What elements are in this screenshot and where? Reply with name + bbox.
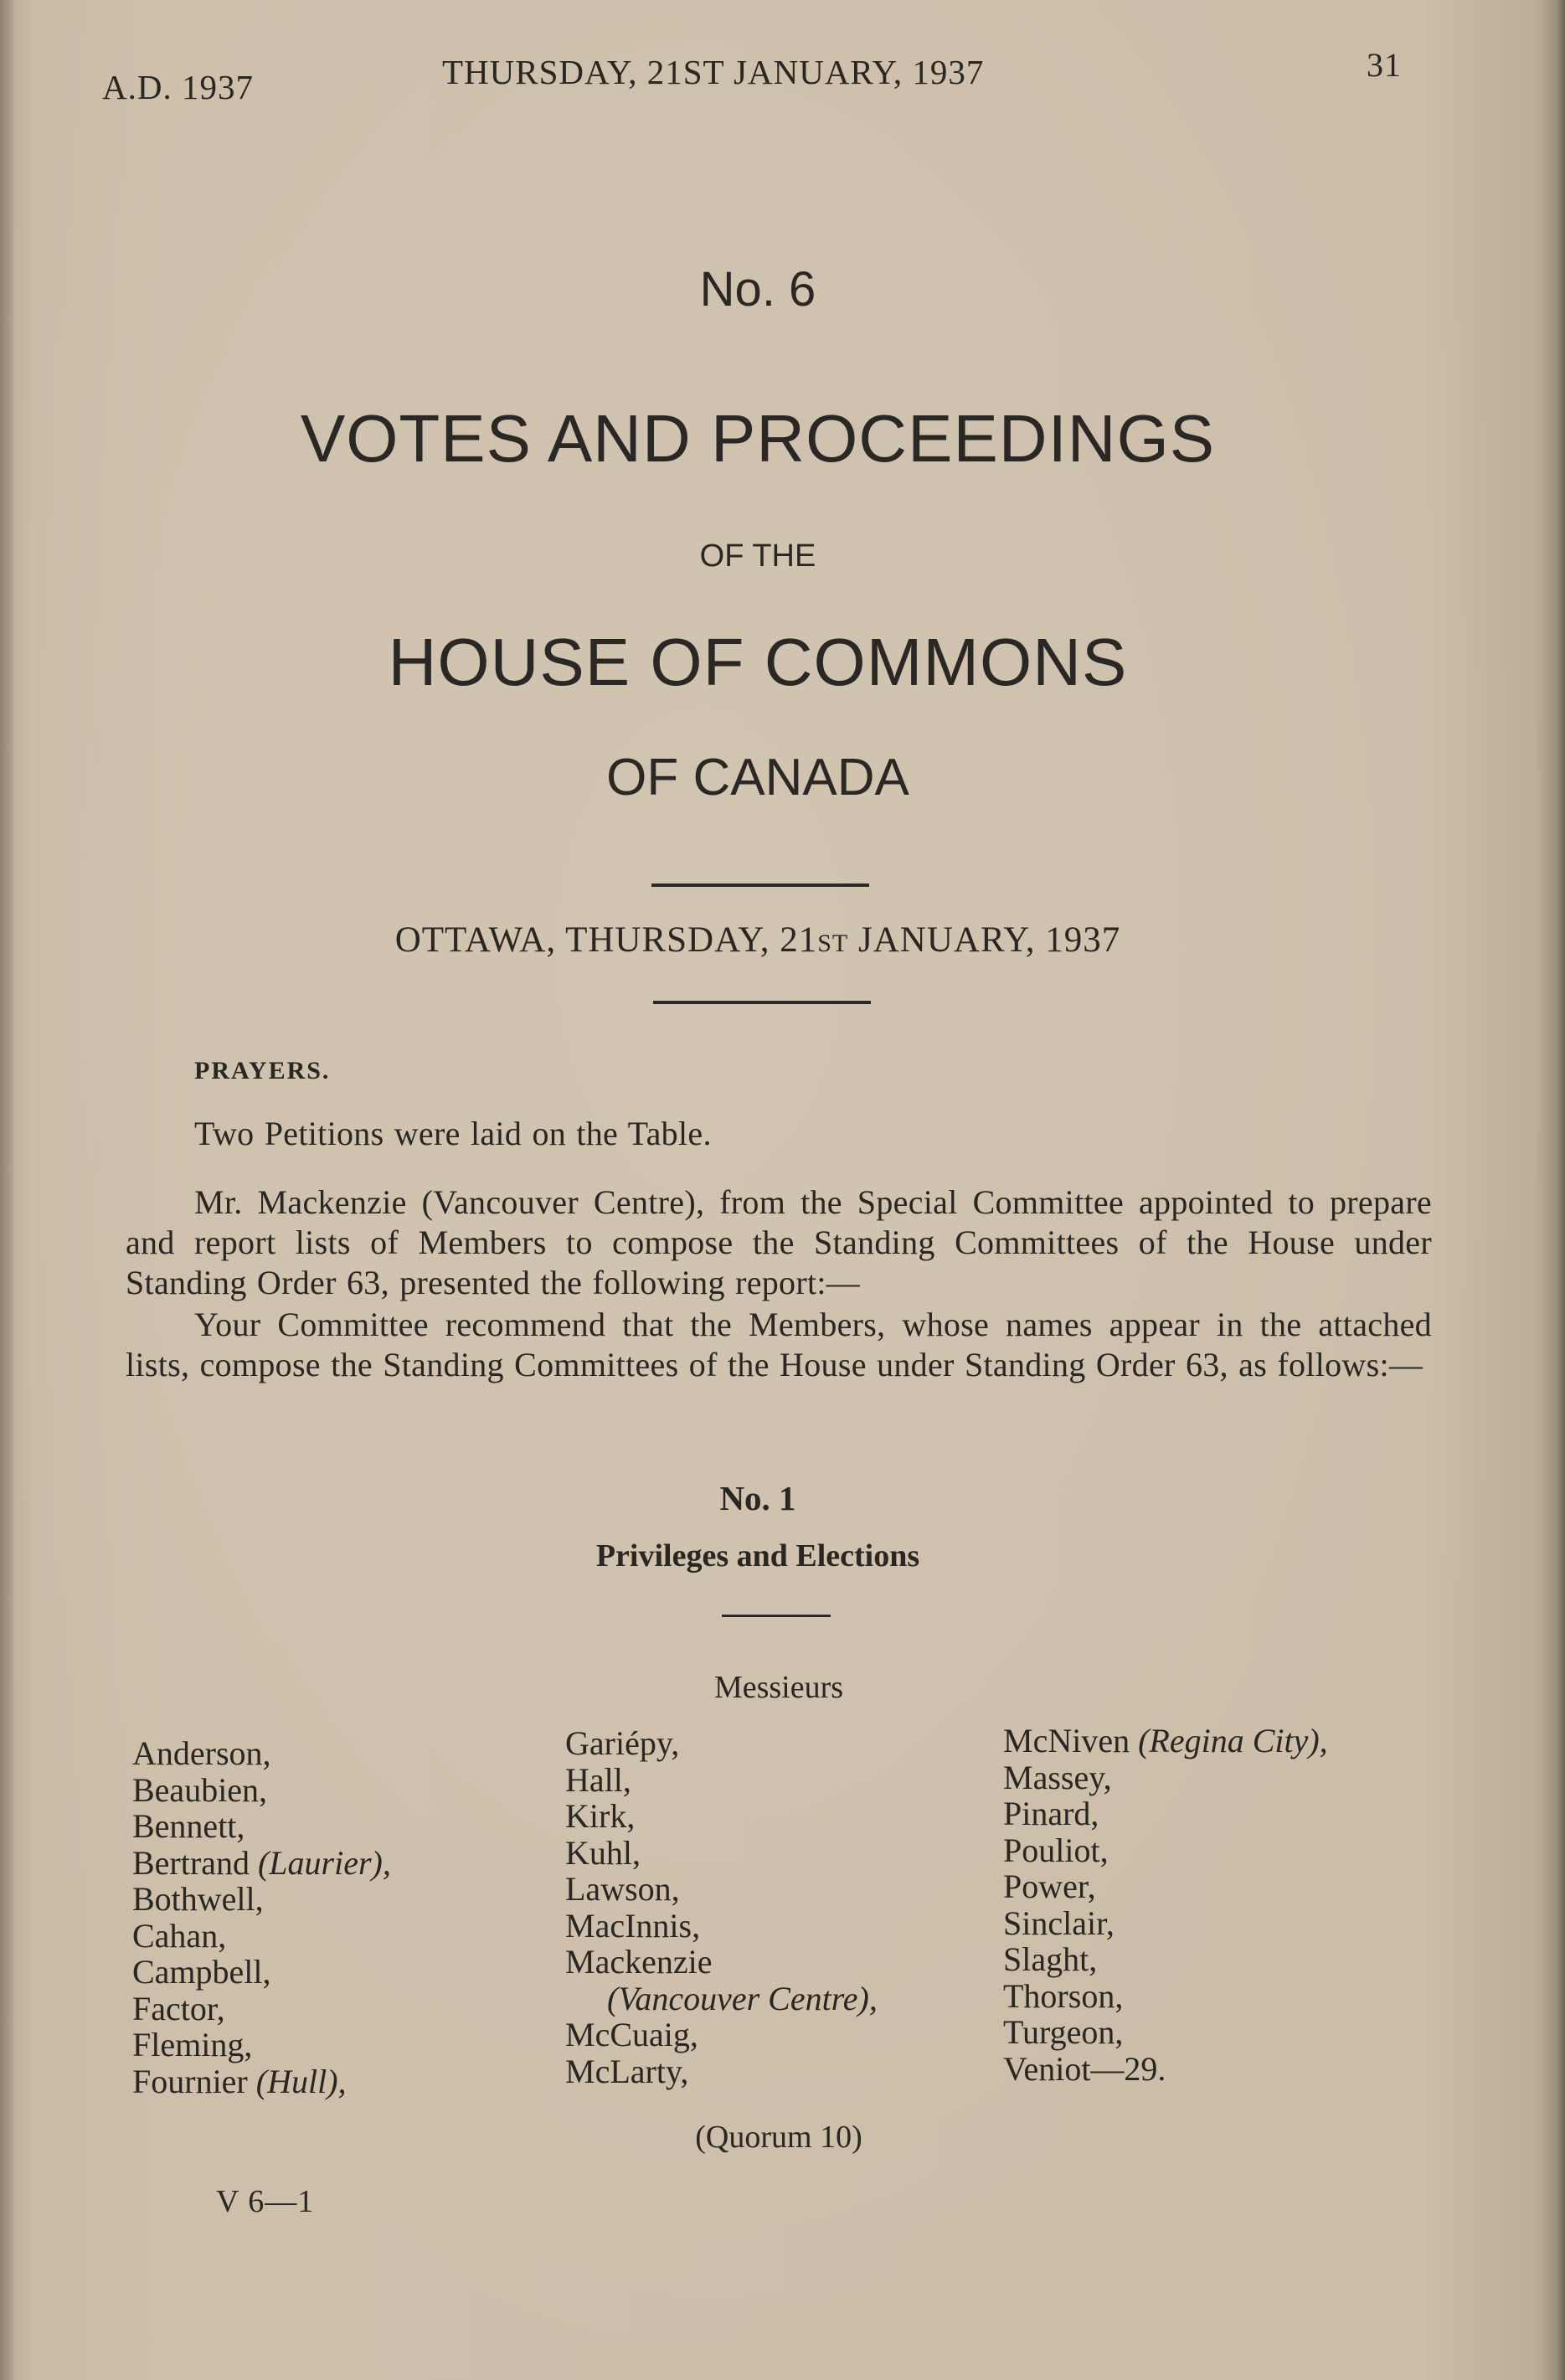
- title-votes-and-proceedings: VOTES AND PROCEEDINGS: [300, 401, 1216, 476]
- member-entry: Bennett,: [132, 1807, 245, 1845]
- member-entry: MacInnis,: [565, 1906, 701, 1945]
- member-entry: Gariépy,: [565, 1724, 680, 1762]
- member-entry: Kuhl,: [565, 1833, 641, 1872]
- paragraph-petitions: Two Petitions were laid on the Table.: [194, 1115, 712, 1152]
- member-column-2: [565, 1725, 878, 2089]
- paragraph-recommendation: Your Committee recommend that the Members, whose names appear in the attached lists, compose the Standing Committees of the House under Standing Order 63, as follows:—: [126, 1306, 1432, 1383]
- member-entry: Massey,: [1003, 1758, 1112, 1796]
- member-entry: Fleming,: [132, 2026, 253, 2063]
- title-of-canada: OF CANADA: [606, 749, 909, 806]
- binding-spine: [0, 0, 13, 2380]
- member-entry: Slaght,: [1003, 1940, 1098, 1978]
- member-entry: Lawson,: [565, 1870, 680, 1908]
- member-entry: Beaubien,: [132, 1770, 268, 1809]
- paragraph-committee-report: Mr. Mackenzie (Vancouver Centre), from the Special Committee appointed to prepare and report lists of Members to compose the Standing Committees of the House under Standing Order 63, presented the following report:—: [126, 1183, 1432, 1301]
- running-head-date: THURSDAY, 21ST JANUARY, 1937: [442, 53, 985, 91]
- member-entry: Cahan,: [132, 1916, 227, 1955]
- dateline-prefix: OTTAWA, THURSDAY, 21: [394, 920, 818, 960]
- member-entry: Bertrand (Laurier),: [132, 1843, 391, 1882]
- member-entry: McCuaig,: [565, 2016, 698, 2053]
- member-entry: McNiven (Regina City),: [1003, 1722, 1328, 1759]
- page-edge: [1557, 0, 1565, 2380]
- committee-name: Privileges and Elections: [595, 1538, 920, 1574]
- member-entry: (Vancouver Centre),: [607, 1979, 878, 2017]
- member-entry: Campbell,: [132, 1953, 271, 1991]
- dateline-suffix: JANUARY, 1937: [848, 920, 1121, 960]
- page-number: 31: [1367, 46, 1402, 84]
- member-entry: Factor,: [132, 1989, 225, 2027]
- member-entry: Veniot—29.: [1003, 2049, 1166, 2088]
- member-entry: Hall,: [565, 1760, 631, 1799]
- prayers-heading: PRAYERS.: [194, 1057, 331, 1084]
- dateline: [0, 920, 1516, 961]
- member-entry: Sinclair,: [1003, 1903, 1115, 1942]
- members-heading: Messieurs: [713, 1670, 844, 1705]
- member-column-1: [132, 1735, 391, 2099]
- member-entry: Power,: [1003, 1867, 1096, 1905]
- quorum-note: (Quorum 10): [695, 2120, 862, 2155]
- member-entry: Turgeon,: [1003, 2013, 1124, 2051]
- member-entry: McLarty,: [565, 2052, 689, 2090]
- running-head-year: A.D. 1937: [102, 68, 254, 106]
- divider-rule-top: [651, 883, 869, 887]
- dateline-ordinal: ST: [817, 930, 849, 957]
- member-entry: Pouliot,: [1003, 1831, 1109, 1869]
- member-entry: Kirk,: [565, 1797, 636, 1835]
- committee-divider: [722, 1615, 831, 1617]
- issue-number: No. 6: [699, 262, 816, 317]
- title-house-of-commons: HOUSE OF COMMONS: [388, 625, 1128, 699]
- member-entry: Bothwell,: [132, 1880, 264, 1918]
- member-column-3: [1003, 1723, 1328, 2087]
- divider-rule-bottom: [653, 1001, 871, 1004]
- member-entry: Pinard,: [1003, 1795, 1099, 1832]
- committee-number: No. 1: [719, 1479, 796, 1517]
- member-entry: Thorson,: [1003, 1976, 1124, 2015]
- member-entry: Fournier (Hull),: [132, 2062, 347, 2100]
- title-of-the: OF THE: [699, 538, 816, 574]
- member-entry: Anderson,: [132, 1734, 271, 1772]
- member-entry: Mackenzie: [565, 1943, 713, 1981]
- signature-mark: V 6—1: [216, 2184, 315, 2219]
